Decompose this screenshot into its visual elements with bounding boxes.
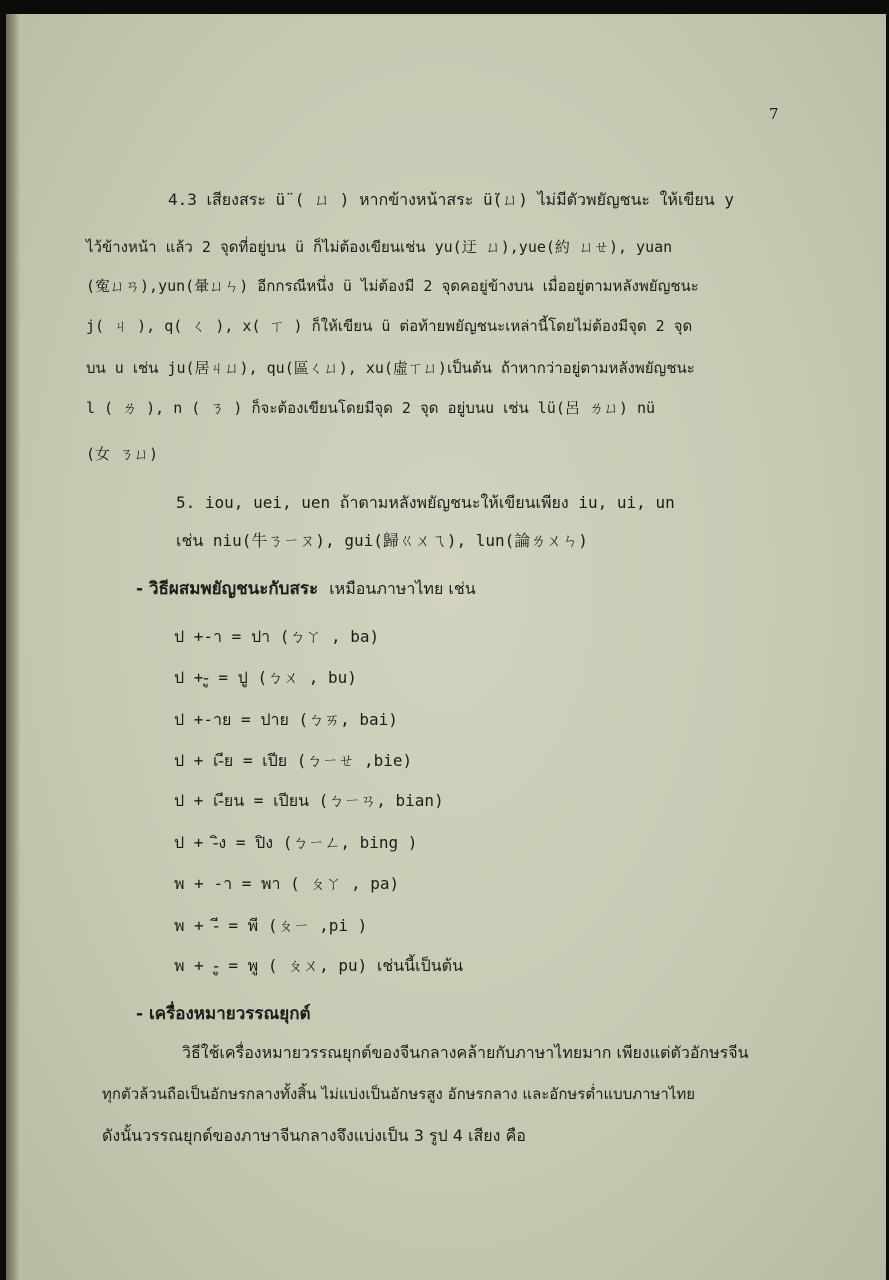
combine-example-7: พ + -า = พา ( ㄆㄚ , pa) [174, 874, 400, 893]
para-5-line-2: เช่น niu(牛ㄋㄧㄡ), gui(歸ㄍㄨㄟ), lun(論ㄌㄨㄣ) [176, 531, 588, 550]
combine-heading-tail: เหมือนภาษาไทย เช่น [329, 579, 476, 598]
combine-example-3: ป +-าย = ปาย (ㄅㄞ, bai) [174, 710, 398, 729]
para-4-3-line-5: บน u เช่น ju(居ㄐㄩ), qu(區ㄑㄩ), xu(虛ㄒㄩ)เป็นต้น ถ้าหากว่าอยู่ตามหลังพยัญชนะ [86, 359, 695, 377]
para-4-3-line-6: l ( ㄌ ), n ( ㄋ ) ก็จะต้องเขียนโดยมีจุด 2 จุด อยู่บนu เช่น lü(呂 ㄌㄩ) nü [86, 399, 656, 417]
combine-example-8: พ + -ี = พี (ㄆㄧ ,pi ) [174, 916, 368, 935]
combine-example-6: ป + -ิง = ปิง (ㄅㄧㄥ, bing ) [174, 833, 418, 852]
page-number: 7 [769, 105, 779, 123]
combine-example-1: ป +-า = ปา (ㄅㄚ , ba) [174, 627, 380, 646]
tone-line-1: วิธีใช้เครื่องหมายวรรณยุกต์ของจีนกลางคล้ายกับภาษาไทยมาก เพียงแต่ตัวอักษรจีน [182, 1043, 749, 1062]
tone-line-3: ดังนั้นวรรณยุกต์ของภาษาจีนกลางจึงแบ่งเป็น 3 รูป 4 เสียง คือ [102, 1126, 526, 1145]
document-page [6, 14, 886, 1280]
para-4-3-line-2: ไว้ข้างหน้า แล้ว 2 จุดที่อยู่บน ü ก็ไม่ต้องเขียนเช่น yu(迂 ㄩ),yue(約 ㄩㄝ), yuan [86, 238, 673, 256]
combine-heading: - วิธีผสมพยัญชนะกับสระ [136, 579, 319, 599]
combine-example-5: ป + เ-ียน = เปียน (ㄅㄧㄢ, bian) [174, 791, 444, 810]
combine-example-9: พ + -ู = พู ( ㄆㄨ, pu) เช่นนี้เป็นต้น [174, 956, 464, 975]
para-4-3-line-7: (女 ㄋㄩ) [86, 445, 159, 463]
para-4-3-line-3: (寃ㄩㄢ),yun(暈ㄩㄣ) อีกกรณีหนึ่ง ü ไม่ต้องมี 2 จุดคอยู่ข้างบน เมื่ออยู่ตามหลังพยัญชนะ [86, 277, 699, 295]
combine-example-4: ป + เ-ีย = เปีย (ㄅㄧㄝ ,bie) [174, 751, 413, 770]
para-5-line-1: 5. iou, uei, uen ถ้าตามหลังพยัญชนะให้เขียนเพียง iu, ui, un [176, 493, 675, 512]
tone-line-2: ทุกตัวล้วนถือเป็นอักษรกลางทั้งสิ้น ไม่แบ่งเป็นอักษรสูง อักษรกลาง และอักษรต่ำแบบภาษาไทย [102, 1085, 696, 1103]
para-4-3-line-4: j( ㄐ ), q( ㄑ ), x( ㄒ ) ก็ให้เขียน ü ต่อท้ายพยัญชนะเหล่านี้โดยไม่ต้องมีจุด 2 จุด [86, 317, 693, 335]
binding-gutter [6, 14, 20, 1280]
combine-example-2: ป +-ู = ปู (ㄅㄨ , bu) [174, 668, 357, 687]
para-4-3-line-1: 4.3 เสียงสระ ü̈ ( ㄩ ) หากข้างหน้าสระ ü̈(ㄩ) ไม่มีตัวพยัญชนะ ให้เขียน y [168, 190, 734, 209]
combine-heading-line [136, 579, 476, 599]
tone-heading: - เครื่องหมายวรรณยุกต์ [136, 1004, 311, 1024]
